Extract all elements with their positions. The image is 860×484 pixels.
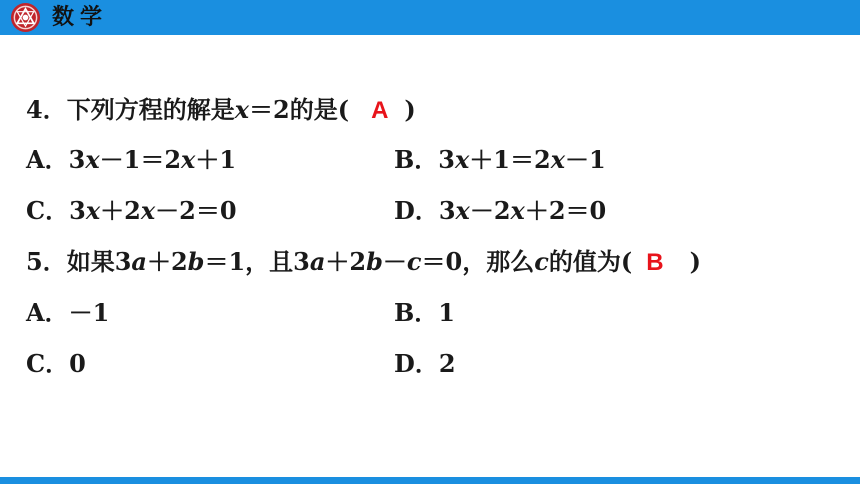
subject-title: 数学 — [52, 5, 109, 30]
answer-5: B — [646, 249, 664, 276]
question-5-options-ab — [26, 295, 455, 331]
footer-bar — [0, 477, 860, 484]
option-d: D．2 — [394, 349, 456, 378]
question-4-options-ab — [26, 142, 606, 178]
question-4-stem: 4．下列方程的解是x＝2的是( A ) — [26, 92, 416, 128]
option-c: C．0 — [26, 349, 86, 378]
option-d: D．3x－2x＋2＝0 — [394, 196, 607, 225]
close-paren: ) — [404, 95, 416, 124]
option-b: B．1 — [394, 298, 455, 327]
option-b: B．3x＋1＝2x－1 — [394, 145, 606, 174]
answer-4: A — [371, 97, 389, 124]
option-a: A．3x－1＝2x＋1 — [26, 145, 237, 174]
question-5-options-cd — [26, 346, 456, 382]
logo-icon — [10, 2, 41, 33]
header-bar — [0, 0, 860, 35]
question-4-options-cd — [26, 193, 607, 229]
option-c: C．3x＋2x－2＝0 — [26, 196, 237, 225]
question-number: 5． — [26, 247, 67, 276]
question-number: 4． — [26, 95, 67, 124]
question-5-stem: 5．如果3a＋2b＝1，且3a＋2b－c＝0，那么c的值为( B ) — [26, 244, 701, 280]
option-a: A．－1 — [26, 298, 110, 327]
close-paren: ) — [689, 247, 701, 276]
